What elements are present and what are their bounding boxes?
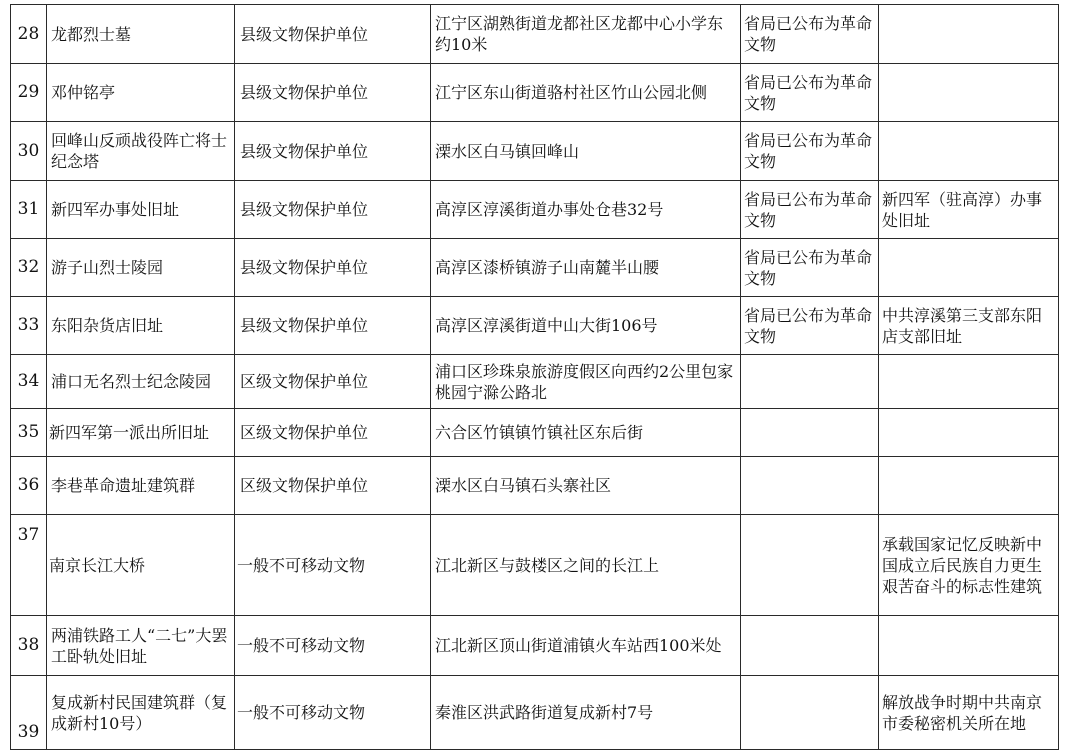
table-row [11,457,1059,515]
publication-note [741,409,879,457]
site-location: 高淳区淳溪街道中山大街106号 [431,297,741,355]
site-name: 邓仲铭亭 [47,64,235,122]
site-location: 秦淮区洪武路街道复成新村7号 [431,676,741,750]
site-name: 东阳杂货店旧址 [47,297,235,355]
site-remark [879,122,1059,181]
table-row [11,122,1059,181]
site-remark [879,457,1059,515]
table-row [11,409,1059,457]
publication-note [741,515,879,616]
protection-level: 一般不可移动文物 [235,515,431,616]
site-name: 南京长江大桥 [47,515,235,616]
site-location: 高淳区漆桥镇游子山南麓半山腰 [431,239,741,297]
table-row [11,515,1059,616]
site-location: 浦口区珍珠泉旅游度假区向西约2公里包家桃园宁滁公路北 [431,355,741,409]
protection-level: 县级文物保护单位 [235,181,431,239]
site-remark: 新四军（驻高淳）办事处旧址 [879,181,1059,239]
site-remark [879,616,1059,676]
protection-level: 区级文物保护单位 [235,355,431,409]
table-row [11,239,1059,297]
site-name: 回峰山反顽战役阵亡将士纪念塔 [47,122,235,181]
site-name: 新四军办事处旧址 [47,181,235,239]
row-number: 36 [11,457,47,515]
row-number: 30 [11,122,47,181]
protection-level: 一般不可移动文物 [235,616,431,676]
site-location: 高淳区淳溪街道办事处仓巷32号 [431,181,741,239]
protection-level: 县级文物保护单位 [235,5,431,64]
publication-note [741,355,879,409]
protection-level: 县级文物保护单位 [235,64,431,122]
site-name: 新四军第一派出所旧址 [47,409,235,457]
publication-note: 省局已公布为革命文物 [741,5,879,64]
site-location: 溧水区白马镇石头寨社区 [431,457,741,515]
site-location: 六合区竹镇镇竹镇社区东后街 [431,409,741,457]
protection-level: 区级文物保护单位 [235,457,431,515]
site-name: 李巷革命遗址建筑群 [47,457,235,515]
protection-level: 区级文物保护单位 [235,409,431,457]
site-location: 江北新区顶山街道浦镇火车站西100米处 [431,616,741,676]
site-remark [879,64,1059,122]
table-row [11,676,1059,750]
site-location: 江北新区与鼓楼区之间的长江上 [431,515,741,616]
row-number: 31 [11,181,47,239]
site-remark: 承载国家记忆反映新中国成立后民族自力更生艰苦奋斗的标志性建筑 [879,515,1059,616]
table-row [11,355,1059,409]
publication-note [741,676,879,750]
table-row [11,297,1059,355]
protection-level: 县级文物保护单位 [235,239,431,297]
site-name: 龙都烈士墓 [47,5,235,64]
site-remark: 中共淳溪第三支部东阳店支部旧址 [879,297,1059,355]
row-number: 32 [11,239,47,297]
site-location: 溧水区白马镇回峰山 [431,122,741,181]
site-remark [879,239,1059,297]
row-number: 38 [11,616,47,676]
site-name: 两浦铁路工人“二七”大罢工卧轨处旧址 [47,616,235,676]
site-name: 复成新村民国建筑群（复成新村10号） [47,676,235,750]
publication-note: 省局已公布为革命文物 [741,181,879,239]
publication-note: 省局已公布为革命文物 [741,122,879,181]
publication-note: 省局已公布为革命文物 [741,239,879,297]
row-number: 35 [11,409,47,457]
table-row [11,64,1059,122]
publication-note: 省局已公布为革命文物 [741,64,879,122]
row-number: 39 [11,676,47,750]
protection-level: 县级文物保护单位 [235,122,431,181]
publication-note [741,457,879,515]
site-remark [879,409,1059,457]
protection-level: 县级文物保护单位 [235,297,431,355]
protection-level: 一般不可移动文物 [235,676,431,750]
table-row [11,5,1059,64]
row-number: 29 [11,64,47,122]
table-row [11,181,1059,239]
site-location: 江宁区湖熟街道龙都社区龙都中心小学东约10米 [431,5,741,64]
site-remark [879,5,1059,64]
row-number: 37 [11,515,47,616]
site-location: 江宁区东山街道骆村社区竹山公园北侧 [431,64,741,122]
heritage-site-table [10,4,1059,750]
row-number: 28 [11,5,47,64]
row-number: 34 [11,355,47,409]
row-number: 33 [11,297,47,355]
site-name: 浦口无名烈士纪念陵园 [47,355,235,409]
site-remark [879,355,1059,409]
publication-note [741,616,879,676]
site-name: 游子山烈士陵园 [47,239,235,297]
table-row [11,616,1059,676]
site-remark: 解放战争时期中共南京市委秘密机关所在地 [879,676,1059,750]
publication-note: 省局已公布为革命文物 [741,297,879,355]
